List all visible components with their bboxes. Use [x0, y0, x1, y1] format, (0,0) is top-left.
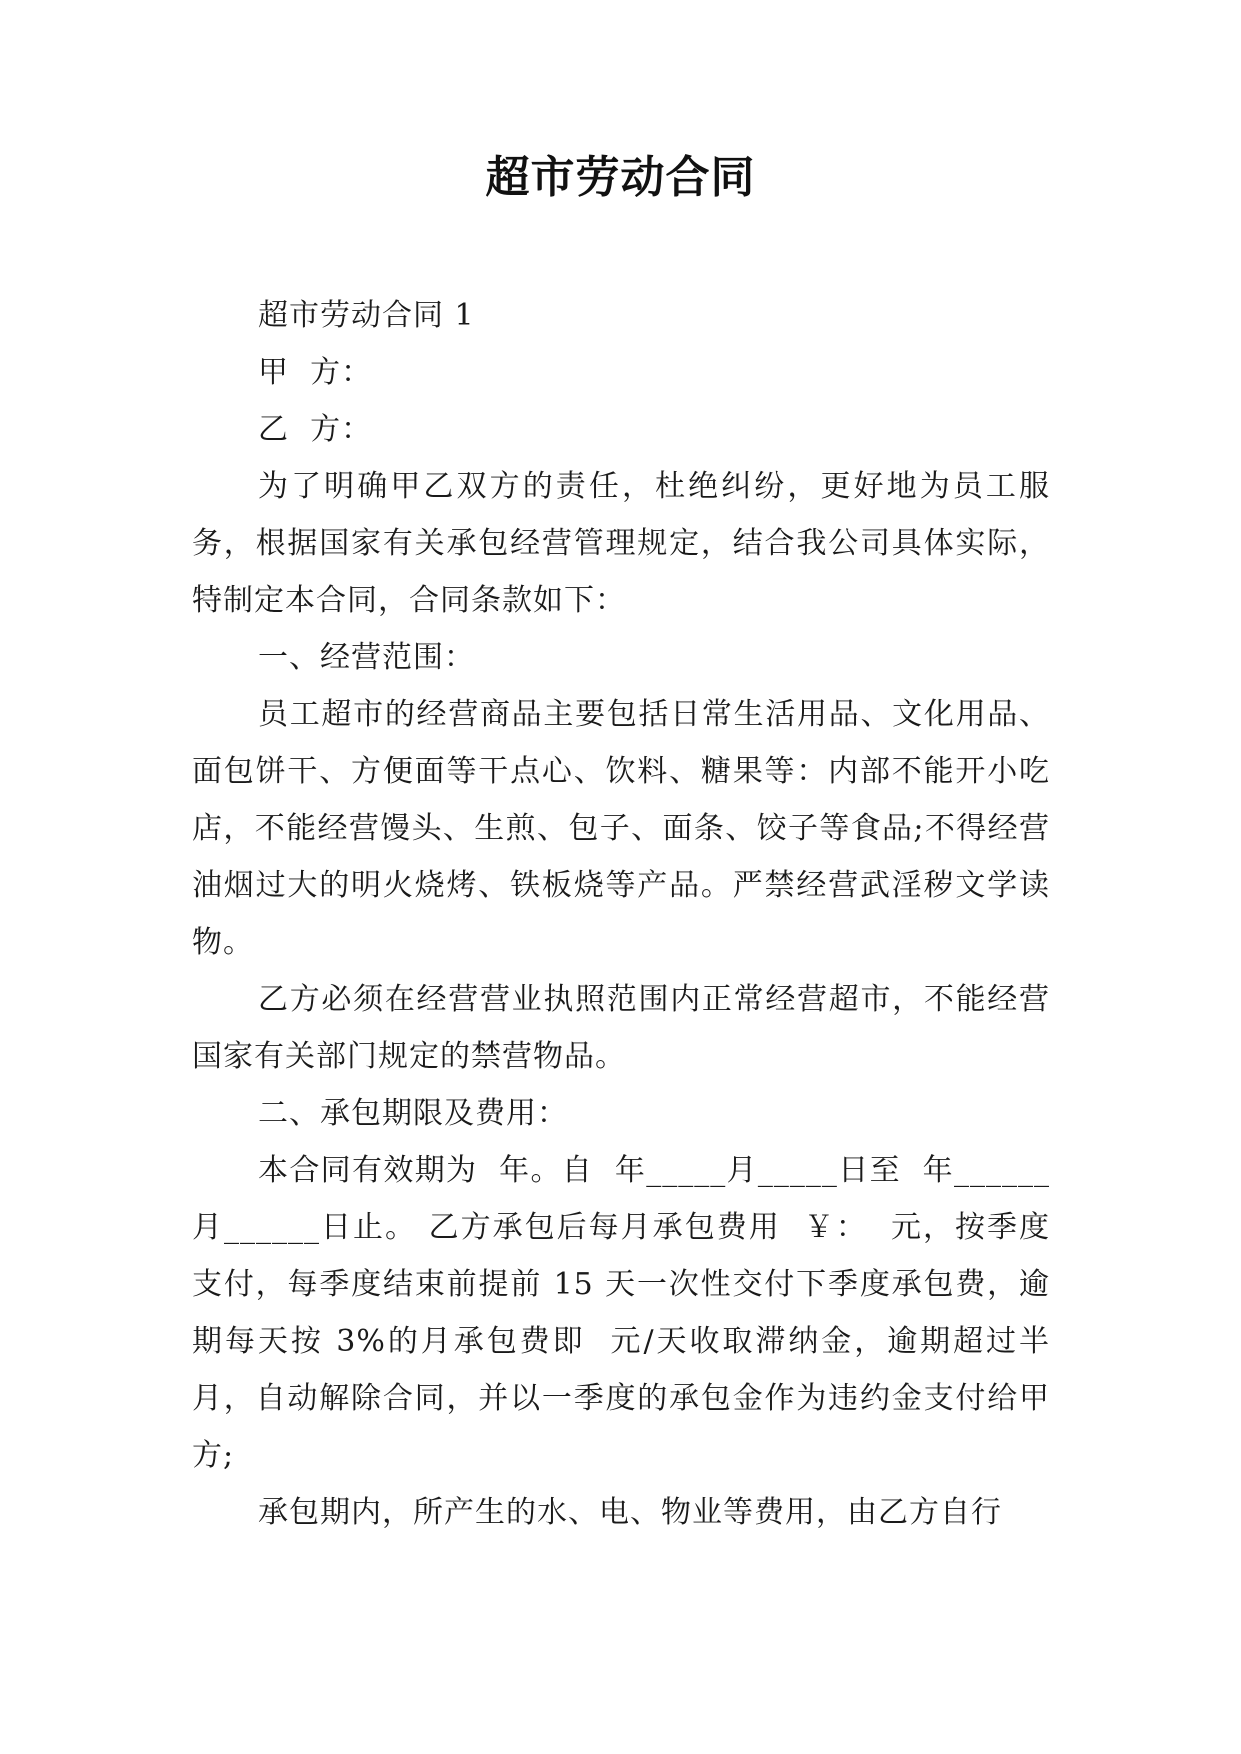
license-paragraph: 乙方必须在经营营业执照范围内正常经营超市，不能经营国家有关部门规定的禁营物品。: [192, 982, 1050, 1074]
preamble-paragraph: 为了明确甲乙双方的责任，杜绝纠纷，更好地为员工服务，根据国家有关承包经营管理规定，结合我公司具体实际，特制定本合同，合同条款如下：: [192, 469, 1050, 618]
section-heading-scope: 一、经营范围：: [258, 640, 475, 675]
party-b-line: 乙 方：: [258, 412, 373, 447]
term-fees-paragraph: 本合同有效期为 年。自 年_____月_____日至 年______月______日止。 乙方承包后每月承包费用 ￥： 元，按季度支付，每季度结束前提前 15 天一次性交付下季度承包费，逾期每天按 3%的月承包费即 元/天收取滞纳金，逾期超过半月，自动解除合同，并以一季度的承包金作为违约金支付给甲方;: [192, 1153, 1050, 1473]
document-body: [192, 287, 1050, 1541]
document-title: 超市劳动合同: [485, 152, 756, 203]
contract-heading: 超市劳动合同 1: [258, 298, 475, 333]
section-heading-term-fees: 二、承包期限及费用：: [258, 1096, 568, 1131]
scope-paragraph: 员工超市的经营商品主要包括日常生活用品、文化用品、面包饼干、方便面等干点心、饮料、糖果等：内部不能开小吃店，不能经营馒头、生煎、包子、面条、饺子等食品;不得经营油烟过大的明火烧烤、铁板烧等产品。严禁经营武淫秽文学读物。: [192, 697, 1050, 960]
utilities-paragraph: 承包期内，所产生的水、电、物业等费用，由乙方自行: [258, 1495, 1002, 1530]
party-a-line: 甲 方：: [258, 355, 373, 390]
